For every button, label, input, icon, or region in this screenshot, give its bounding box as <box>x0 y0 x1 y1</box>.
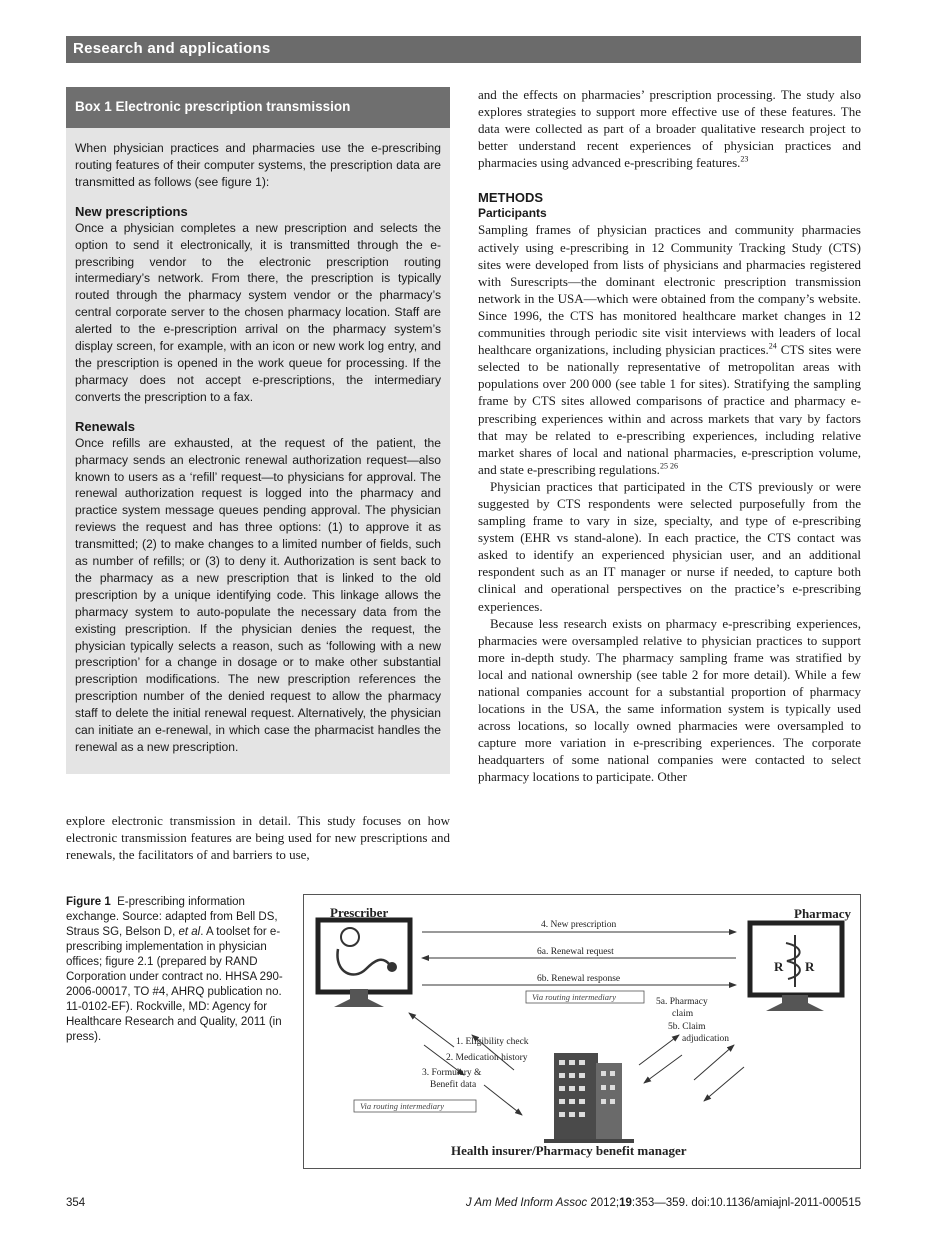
prescriber-monitor-icon <box>318 920 410 1007</box>
insurer-label: Health insurer/Pharmacy benefit manager <box>451 1143 687 1158</box>
arrow4-label: 4. New prescription <box>541 920 617 930</box>
arrow-formulary <box>484 1085 522 1115</box>
renewals-text: Once refills are exhausted, at the request of the patient, the pharmacy sends an electronic renewal authorization request—also known to users as a ‘refill’ request—to physicians for approval. The renewal authorization request is logged into the pharmacy and practice system message queues pending approval. The physician reviews the request and has three options: (1) to approve it as transmitted; (2) to make changes to a limited number of fields, such as number of refills; or (3) to deny it. Authorization is sent back to the pharmacy as a new prescription that is linked to the old prescription by a unique identifying code. This linkage allows the pharmacy system to auto-populate the necessary data from the existing prescription. If the physician denies the request, the physician typically selects a reason, such as ‘following with a new prescription’ for a change in dosage or to make other substantial prescription modifications. The new prescription references the prescription number of the denied request to allow the pharmacy staff to delete the initial renewal request. Alternatively, the physician can initiate an e-renewal, in which case the pharmacist handles the renewal as a new prescription. <box>75 435 441 754</box>
step1-label: 1. Eligibility check <box>456 1037 529 1047</box>
paragraph-2: Sampling frames of physician practices and community pharmacies actively using e-prescribing in 12 Community Tracking Study (CTS) sites were developed from lists of physicians and pharmacies registered with Surescripts—the dominant electronic prescription transmission network in the USA—which were obtained from the company’s website. Since 1996, the CTS has monitored healthcare market changes in 12 communities through periodic site visit interviews with leaders of local healthcare organizations, including physician practices.$^{24}$ CTS sites were selected to be nationally representative of metropolitan areas with populations over 200 000 (see table 1 for sites). Stratifying the sampling frame by CTS sites allowed comparisons of practice and pharmacy e-prescribing experiences within and across markets that vary by factors that may be related to e-prescribing experiences, including relative market shares of local and national pharmacies, e-prescription volume, and state e-prescribing regulations.$^{25 26}$ <box>478 222 861 477</box>
figure-diagram <box>304 895 860 1168</box>
rx-left: R <box>774 959 784 974</box>
arrow-claim-down <box>644 1055 682 1083</box>
left-column-text: explore electronic transmission in detail. This study focuses on how electronic transmission features are being used for new prescriptions and renewals, the facilitators of and barriers to use, <box>66 813 450 862</box>
ref-24: 24 <box>768 341 777 351</box>
step5b-line1: 5b. Claim <box>668 1022 706 1032</box>
caption-etal: et al <box>178 926 201 938</box>
renewals-heading: Renewals <box>75 418 135 434</box>
citation-footer: J Am Med Inform Assoc 2012;19:353—359. doi:10.1136/amiajnl-2011-000515 <box>465 1197 861 1209</box>
paragraph-1: and the effects on pharmacies’ prescription processing. The study also explores strategies to support more effective use of these features. The data were collected as part of a broader qualitative research project to better understand recent experiences of physician practices and pharmacies using advanced e-prescribing features.$^{23}$ <box>478 87 861 171</box>
via-bottom-label: Via routing intermediary <box>360 1101 445 1111</box>
new-prescriptions-heading: New prescriptions <box>75 203 188 219</box>
paragraph-3: Physician practices that participated in the CTS previously or were suggested by CTS respondents were selected purposefully from the sampling frame to vary in size, specialty, and type of e-prescribing system (EHR vs stand-alone). In each practice, the CTS contact was asked to identify an experienced physician user, and an additional respondent such as an IT manager or nurse if needed, to capture both clinical and operational perspectives on the practice’s e-prescribing experiences. <box>478 478 861 614</box>
box-1 <box>66 87 450 774</box>
figure-1 <box>303 894 861 1169</box>
participants-heading: Participants <box>478 206 547 221</box>
arrow-adjudication-up <box>694 1045 734 1080</box>
step3a-label: 3. Formulary & <box>422 1068 482 1078</box>
arrow-eligibility-up <box>409 1013 454 1047</box>
box-title: Box 1 Electronic prescription transmission <box>75 99 351 114</box>
step5a-line2: claim <box>672 1009 694 1019</box>
ref-23: 23 <box>740 155 749 165</box>
step5b-line2: adjudication <box>682 1034 729 1044</box>
figure-caption: Figure 1 E-prescribing information exchange. Source: adapted from Bell DS, Straus SG, Belson D, et al. A toolset for e-prescribing implementation in physician offices; figure 2.1 (prepared by RAND Corporation under contract no. HHSA 290-2006-00017, TO #4, AHRQ publication no. 11-0102-EF). Rockville, MD: Agency for Healthcare Research and Quality, 2011 (in press). <box>66 896 283 1043</box>
pharmacy-label: Pharmacy <box>794 906 852 921</box>
ref-25-26: 25 26 <box>659 461 678 471</box>
rx-right: R <box>805 959 815 974</box>
paragraph-4: Because less research exists on pharmacy e-prescribing experiences, pharmacies were oversampled relative to physician practices to support more in-depth study. The pharmacy sampling frame was stratified by local and national ownership (see table 2 for more detail). While a few national companies account for a substantial proportion of pharmacy locations in the USA, the same information system is typically used across locations, so locally owned pharmacies were oversampled to capture more variation in e-prescribing experiences. The corporate headquarters of some national companies were contacted to select pharmacy locations to participate. Other <box>478 615 861 785</box>
figure-label: Figure 1 <box>66 896 111 908</box>
pharmacy-monitor-icon <box>750 923 842 1011</box>
box-title-bar <box>66 87 450 128</box>
step5a-line1: 5a. Pharmacy <box>656 997 708 1007</box>
section-header <box>66 36 861 63</box>
building-icon <box>544 1053 634 1143</box>
box-body <box>75 140 441 756</box>
box-intro: When physician practices and pharmacies use the e-prescribing routing features of their computer systems, the prescription data are transmitted as follows (see figure 1): <box>75 141 441 189</box>
methods-heading: METHODS <box>478 190 543 206</box>
section-title: Research and applications <box>73 40 271 57</box>
step2-label: 2. Medication history <box>446 1053 528 1063</box>
step3b-label: Benefit data <box>430 1080 477 1090</box>
page-number: 354 <box>66 1197 86 1209</box>
new-prescriptions-text: Once a physician completes a new prescription and selects the option to send it electronically, it is transmitted through the e-prescribing vendor to the electronic prescription routing intermediary’s network. From there, the prescription is typically routed through the pharmacy system vendor or the pharmacy’s central corporate server to the chosen pharmacy location. Staff are alerted to the e-prescription arrival on the pharmacy system’s display screen, for example, with an icon or new work log entry, and the prescription is opened in the work queue for processing. If the pharmacy does not accept e-prescriptions, the intermediary converts the prescription to a fax. <box>75 220 441 404</box>
right-column <box>478 86 861 786</box>
arrow-adjudication-down <box>704 1067 744 1101</box>
arrow-claim-up <box>639 1035 679 1065</box>
arrow6b-label: 6b. Renewal response <box>537 974 621 984</box>
via-top-label: Via routing intermediary <box>532 992 617 1002</box>
arrow6a-label: 6a. Renewal request <box>537 947 614 957</box>
prescriber-label: Prescriber <box>330 905 389 920</box>
